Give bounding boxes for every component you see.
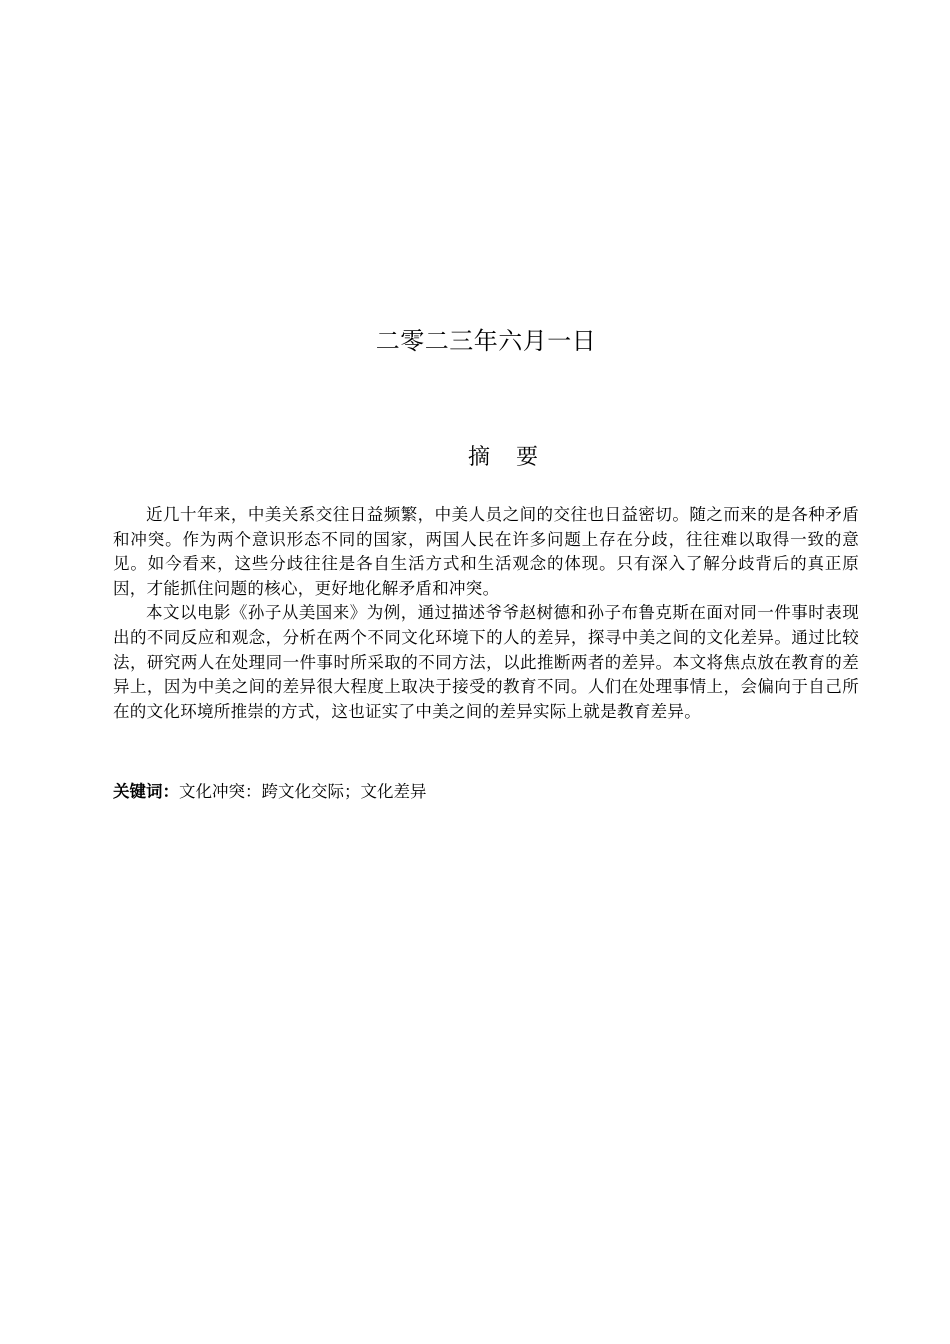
abstract-paragraph-2: 本文以电影《孙子从美国来》为例，通过描述爷爷赵树德和孙子布鲁克斯在面对同一件事时表现出的不同反应和观念，分析在两个不同文化环境下的人的差异，探寻中美之间的文化差异。通过比较法，研究两人在处理同一件事时所采取的不同方法，以此推断两者的差异。本文将焦点放在教育的差异上，因为中美之间的差异很大程度上取决于接受的教育不同。人们在处理事情上，会偏向于自己所在的文化环境所推崇的方式，这也证实了中美之间的差异实际上就是教育差异。 xyxy=(113,603,859,721)
abstract-body xyxy=(113,503,859,724)
document-date: 二零二三年六月一日 xyxy=(375,327,597,355)
abstract-heading xyxy=(0,443,950,473)
abstract-heading-part2: 要 xyxy=(516,445,539,470)
abstract-heading-part1: 摘 xyxy=(467,445,490,470)
keywords-value: 文化冲突：跨文化交际；文化差异 xyxy=(179,782,427,801)
keywords-line xyxy=(113,780,859,804)
keywords-label: 关键词： xyxy=(113,782,179,801)
abstract-paragraph-1: 近几十年来，中美关系交往日益频繁，中美人员之间的交往也日益密切。随之而来的是各种矛盾和冲突。作为两个意识形态不同的国家，两国人民在许多问题上存在分歧，往往难以取得一致的意见。如今看来，这些分歧往往是各自生活方式和生活观念的体现。只有深入了解分歧背后的真正原因，才能抓住问题的核心，更好地化解矛盾和冲突。 xyxy=(113,505,859,598)
